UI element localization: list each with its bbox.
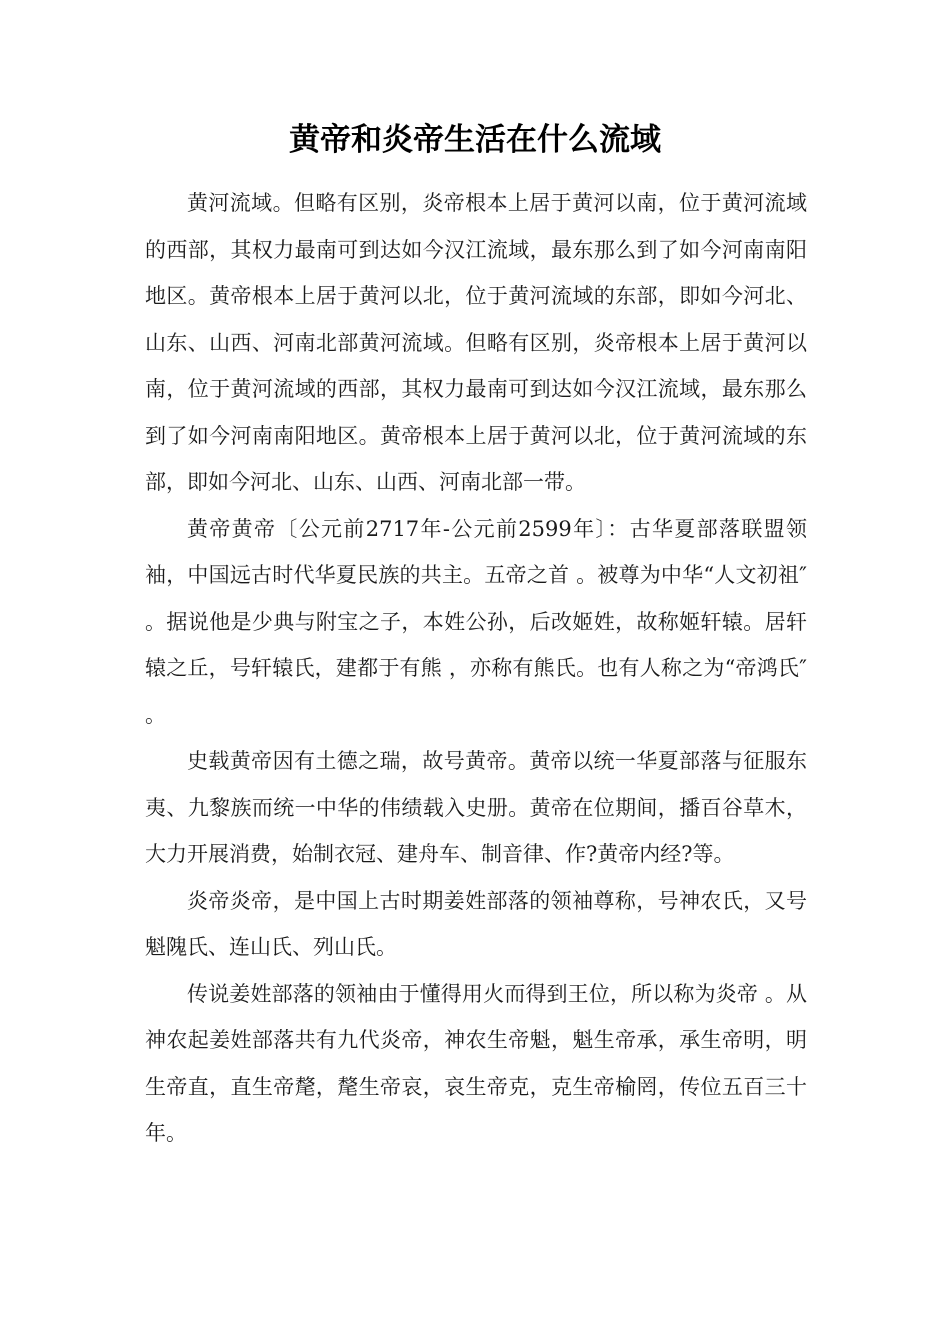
- paragraph-1: 黄河流域。但略有区别，炎帝根本上居于黄河以南，位于黄河流域的西部，其权力最南可到达如今汉江流域，最东那么到了如今河南南阳地区。黄帝根本上居于黄河以北，位于黄河流域的东部，即如今河北、山东、山西、河南北部黄河流域。但略有区别，炎帝根本上居于黄河以南，位于黄河流域的西部，其权力最南可到达如今汉江流域，最东那么到了如今河南南阳地区。黄帝根本上居于黄河以北，位于黄河流域的东部，即如今河北、山东、山西、河南北部一带。: [145, 191, 807, 494]
- document-body: [145, 180, 807, 1157]
- paragraph-3: 史载黄帝因有土德之瑞，故号黄帝。黄帝以统一华夏部落与征服东夷、九黎族而统一中华的伟绩载入史册。黄帝在位期间，播百谷草木，大力开展消费，始制衣冠、建舟车、制音律、作?黄帝内经?等。: [145, 749, 807, 866]
- paragraph-4: 炎帝炎帝，是中国上古时期姜姓部落的领袖尊称，号神农氏，又号魁隗氏、连山氏、列山氏。: [145, 888, 807, 959]
- paragraph-2: 黄帝黄帝〔公元前2717年-公元前2599年〕：古华夏部落联盟领袖，中国远古时代华夏民族的共主。五帝之首 。被尊为中华“人文初祖″ 。据说他是少典与附宝之子，本姓公孙，后改姬姓，故称姬轩辕。居轩辕之丘，号轩辕氏，建都于有熊 ，亦称有熊氏。也有人称之为“帝鸿氏″ 。: [145, 516, 807, 727]
- document-title: 黄帝和炎帝生活在什么流域: [289, 122, 661, 158]
- paragraph-5: 传说姜姓部落的领袖由于懂得用火而得到王位，所以称为炎帝 。从神农起姜姓部落共有九代炎帝，神农生帝魁，魁生帝承，承生帝明，明生帝直，直生帝氂，氂生帝哀，哀生帝克，克生帝榆罔，传位五百三十年。: [145, 981, 807, 1145]
